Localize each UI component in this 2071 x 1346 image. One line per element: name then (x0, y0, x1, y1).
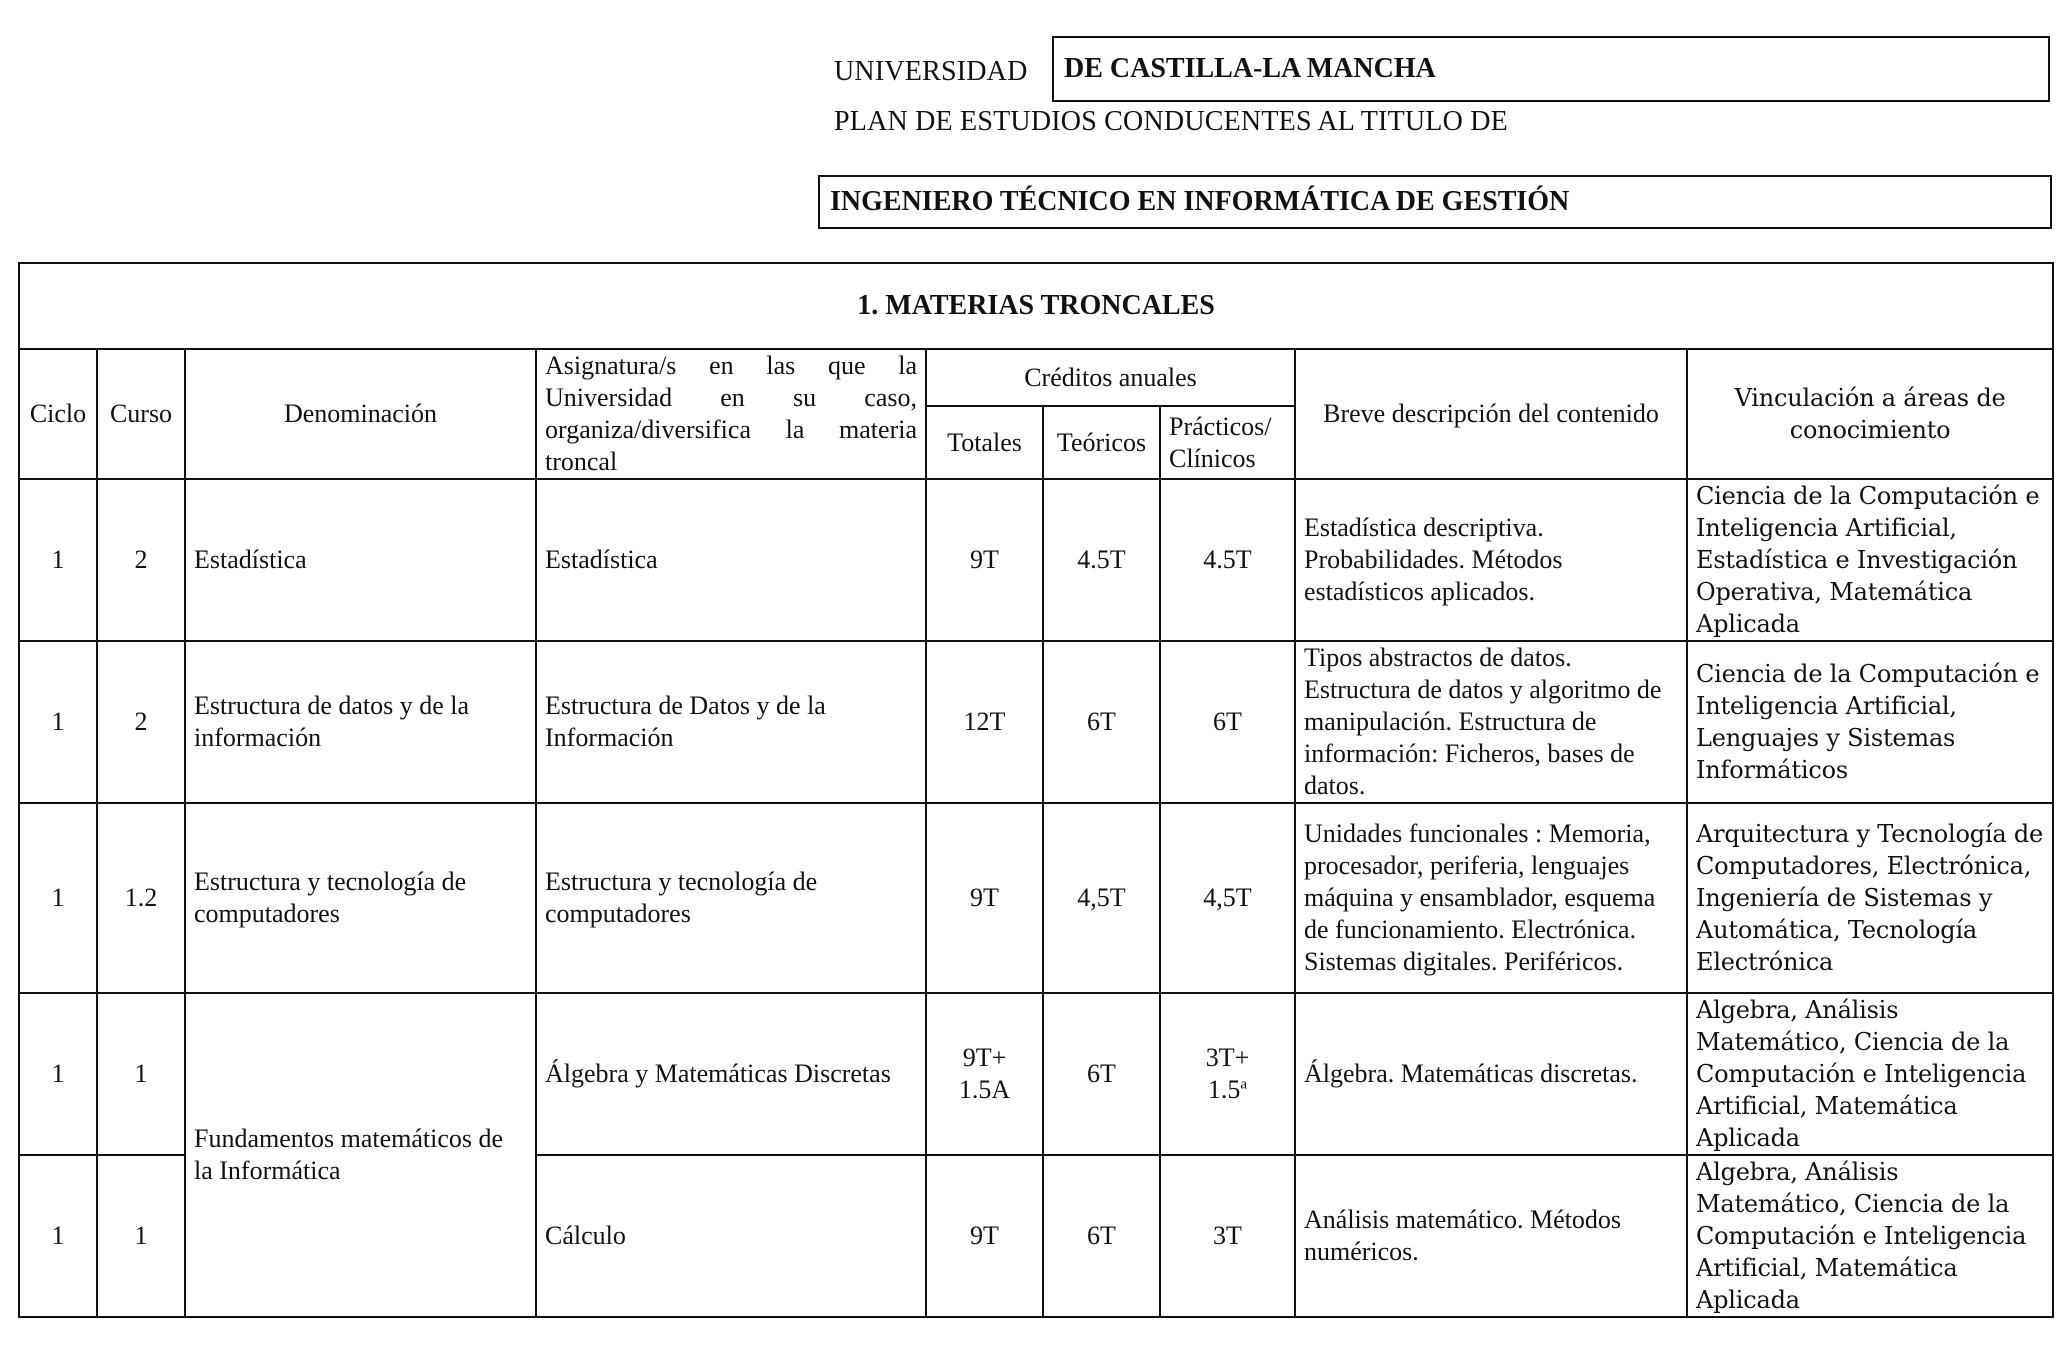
cell-teoricos: 4.5T (1043, 479, 1160, 641)
col-totales-header: Totales (926, 406, 1043, 479)
cell-practicos: 3T (1160, 1155, 1295, 1317)
cell-descripcion: Estadística descriptiva. Probabilidades. Métodos estadísticos aplicados. (1295, 479, 1687, 641)
cell-curso: 2 (97, 479, 185, 641)
cell-asignatura: Álgebra y Matemáticas Discretas (536, 993, 926, 1155)
col-teoricos-header: Teóricos (1043, 406, 1160, 479)
col-ciclo-header: Ciclo (19, 349, 97, 479)
col-practicos-header: Prácticos/ Clínicos (1160, 406, 1295, 479)
practicos-superscript: a (1240, 1076, 1248, 1093)
plan-label: PLAN DE ESTUDIOS CONDUCENTES AL TITULO DE (834, 106, 1508, 137)
col-asignaturas-header: Asignatura/s en las que la Universidad en su caso, organiza/diversifica la materia troncal (536, 349, 926, 479)
cell-totales: 9T (926, 803, 1043, 993)
section-title: 1. MATERIAS TRONCALES (19, 263, 2053, 349)
cell-ciclo: 1 (19, 479, 97, 641)
col-descripcion-header: Breve descripción del contenido (1295, 349, 1687, 479)
cell-denominacion: Estructura de datos y de la información (185, 641, 536, 803)
cell-ciclo: 1 (19, 1155, 97, 1317)
cell-teoricos: 6T (1043, 993, 1160, 1155)
cell-vinculacion: Ciencia de la Computación e Inteligencia Artificial, Lenguajes y Sistemas Informáticos (1687, 641, 2053, 803)
col-curso-header: Curso (97, 349, 185, 479)
col-vinculacion-header: Vinculación a áreas de conocimiento (1687, 349, 2053, 479)
cell-ciclo: 1 (19, 641, 97, 803)
cell-ciclo: 1 (19, 993, 97, 1155)
cell-teoricos: 6T (1043, 641, 1160, 803)
titulo-box (818, 175, 2052, 229)
cell-denominacion: Estadística (185, 479, 536, 641)
cell-descripcion: Unidades funcionales : Memoria, procesador, periferia, lenguajes máquina y ensamblador, esquema de funcionamiento. Electrónica. Sistemas digitales. Periféricos. (1295, 803, 1687, 993)
practicos-line-2 (1169, 1074, 1286, 1106)
universidad-label: UNIVERSIDAD (834, 56, 1028, 87)
cell-practicos: 4,5T (1160, 803, 1295, 993)
materias-troncales-table (18, 262, 2054, 1318)
col-denominacion-header: Denominación (185, 349, 536, 479)
section-title-row (19, 263, 2053, 349)
practicos-line-1: 3T+ (1205, 1043, 1250, 1072)
cell-vinculacion: Algebra, Análisis Matemático, Ciencia de la Computación e Inteligencia Artificial, Matemática Aplicada (1687, 1155, 2053, 1317)
cell-practicos: 4.5T (1160, 479, 1295, 641)
cell-vinculacion: Ciencia de la Computación e Inteligencia Artificial, Estadística e Investigación Operativa, Matemática Aplicada (1687, 479, 2053, 641)
cell-descripcion: Álgebra. Matemáticas discretas. (1295, 993, 1687, 1155)
totales-line-1: 9T+ (962, 1043, 1007, 1072)
col-creditos-header: Créditos anuales (926, 349, 1295, 406)
cell-practicos: 6T (1160, 641, 1295, 803)
cell-asignatura: Estructura y tecnología de computadores (536, 803, 926, 993)
practicos-value: 1.5 (1207, 1075, 1241, 1104)
universidad-box (1052, 36, 2050, 102)
cell-curso: 1 (97, 993, 185, 1155)
cell-totales (926, 993, 1043, 1155)
table-row (19, 641, 2053, 803)
cell-curso: 2 (97, 641, 185, 803)
cell-vinculacion: Arquitectura y Tecnología de Computadores, Electrónica, Ingeniería de Sistemas y Automática, Tecnología Electrónica (1687, 803, 2053, 993)
cell-denominacion: Fundamentos matemáticos de la Informática (185, 993, 536, 1317)
cell-totales: 9T (926, 1155, 1043, 1317)
cell-descripcion: Tipos abstractos de datos. Estructura de datos y algoritmo de manipulación. Estructura de información: Ficheros, bases de datos. (1295, 641, 1687, 803)
table-row (19, 803, 2053, 993)
table-row (19, 479, 2053, 641)
cell-ciclo: 1 (19, 803, 97, 993)
cell-totales: 12T (926, 641, 1043, 803)
totales-line-2: 1.5A (958, 1075, 1011, 1104)
cell-asignatura: Estadística (536, 479, 926, 641)
cell-curso: 1 (97, 1155, 185, 1317)
header-row-1 (19, 349, 2053, 406)
cell-asignatura: Cálculo (536, 1155, 926, 1317)
cell-practicos (1160, 993, 1295, 1155)
cell-descripcion: Análisis matemático. Métodos numéricos. (1295, 1155, 1687, 1317)
cell-teoricos: 6T (1043, 1155, 1160, 1317)
cell-vinculacion: Algebra, Análisis Matemático, Ciencia de la Computación e Inteligencia Artificial, Matemática Aplicada (1687, 993, 2053, 1155)
titulo-value: INGENIERO TÉCNICO EN INFORMÁTICA DE GESTIÓN (830, 186, 1570, 217)
cell-teoricos: 4,5T (1043, 803, 1160, 993)
cell-asignatura: Estructura de Datos y de la Información (536, 641, 926, 803)
cell-totales: 9T (926, 479, 1043, 641)
universidad-value: DE CASTILLA-LA MANCHA (1064, 53, 1436, 84)
table-row (19, 993, 2053, 1155)
cell-curso: 1.2 (97, 803, 185, 993)
cell-denominacion: Estructura y tecnología de computadores (185, 803, 536, 993)
